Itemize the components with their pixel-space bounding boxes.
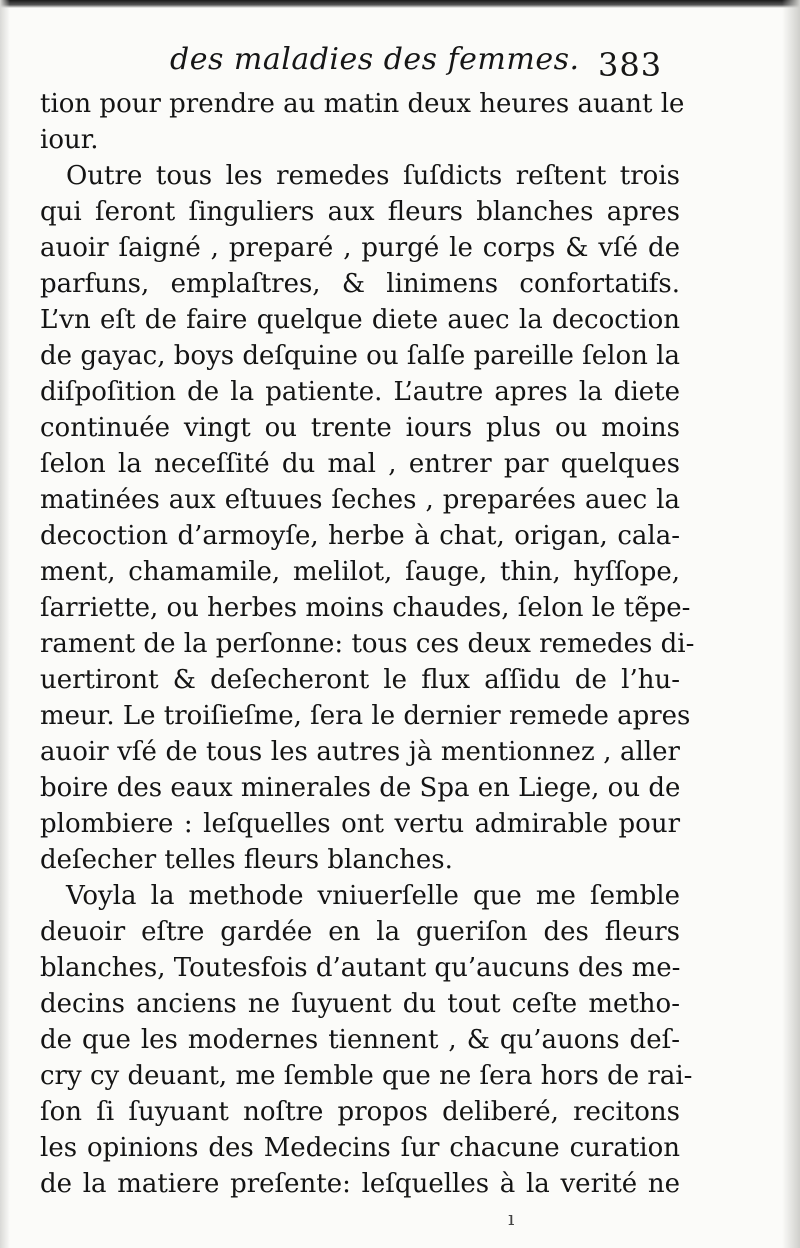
text-line: tion pour prendre au matin deux heures auant le: [40, 89, 685, 119]
text-line: iour.: [40, 125, 99, 155]
text-line: ſelon la neceſſité du mal , entrer par quelques: [40, 449, 680, 479]
page-left-shadow: [0, 0, 10, 1248]
page-top-edge: [0, 0, 800, 8]
text-line: deſecher telles fleurs blanches.: [40, 845, 453, 875]
text-line: decoction d’armoyſe, herbe à chat, origan, cala-: [40, 521, 680, 551]
text-line: matinées aux eſtuues ſeches , preparées auec la: [40, 485, 680, 515]
running-head: des maladies des femmes.: [170, 42, 580, 77]
page-right-shadow: [782, 0, 800, 1248]
text-line: blanches, Toutesfois d’autant qu’aucuns des me-: [40, 953, 681, 983]
text-line: diſpoſition de la patiente. L’autre apres la diete: [40, 377, 680, 407]
text-line: rament de la perſonne: tous ces deux remedes di-: [40, 629, 695, 659]
text-line: ſon ſi ſuyuant noſtre propos deliberé, recitons: [40, 1097, 680, 1127]
text-line: ment, chamamile, melilot, ſauge, thin, hyſſope,: [40, 557, 680, 587]
text-line: L’vn eſt de faire quelque diete auec la decoction: [40, 305, 680, 335]
body-text: [40, 86, 695, 1202]
text-line: boire des eaux minerales de Spa en Liege, ou de: [40, 773, 681, 803]
text-line: cry cy deuant, me ſemble que ne ſera hors de rai-: [40, 1061, 693, 1091]
text-line: decins anciens ne ſuyuent du tout ceſte metho-: [40, 989, 680, 1019]
text-line: uertiront & deſecheront le flux aſſidu de l’hu-: [40, 665, 680, 695]
text-line: plombiere : leſquelles ont vertu admirable pour: [40, 809, 680, 839]
text-line: de la matiere preſente: leſquelles à la verité ne: [40, 1169, 680, 1199]
text-line: ſarriette, ou herbes moins chaudes, ſelon le tẽpe-: [40, 593, 691, 623]
text-line: qui ſeront ſinguliers aux fleurs blanches apres: [40, 197, 680, 227]
text-line: Voyla la methode vniuerſelle que me ſemble: [66, 881, 680, 911]
printer-mark: ı: [508, 1206, 515, 1230]
text-line: auoir vſé de tous les autres jà mentionnez , aller: [40, 737, 680, 767]
page-number: 383: [598, 46, 663, 84]
text-line: deuoir eſtre gardée en la gueriſon des fleurs: [40, 917, 680, 947]
text-line: de que les modernes tiennent , & qu’auons deſ-: [40, 1025, 680, 1055]
text-line: de gayac, boys deſquine ou ſalſe pareille ſelon la: [40, 341, 680, 371]
text-line: continuée vingt ou trente iours plus ou moins: [40, 413, 680, 443]
text-line: Outre tous les remedes ſuſdicts reſtent trois: [66, 161, 680, 191]
text-line: parfuns, emplaſtres, & linimens confortatifs.: [40, 269, 680, 299]
text-line: auoir ſaigné , preparé , purgé le corps & vſé de: [40, 233, 680, 263]
text-line: les opinions des Medecins ſur chacune curation: [40, 1133, 680, 1163]
text-line: meur. Le troiſieſme, ſera le dernier remede apres: [40, 701, 691, 731]
